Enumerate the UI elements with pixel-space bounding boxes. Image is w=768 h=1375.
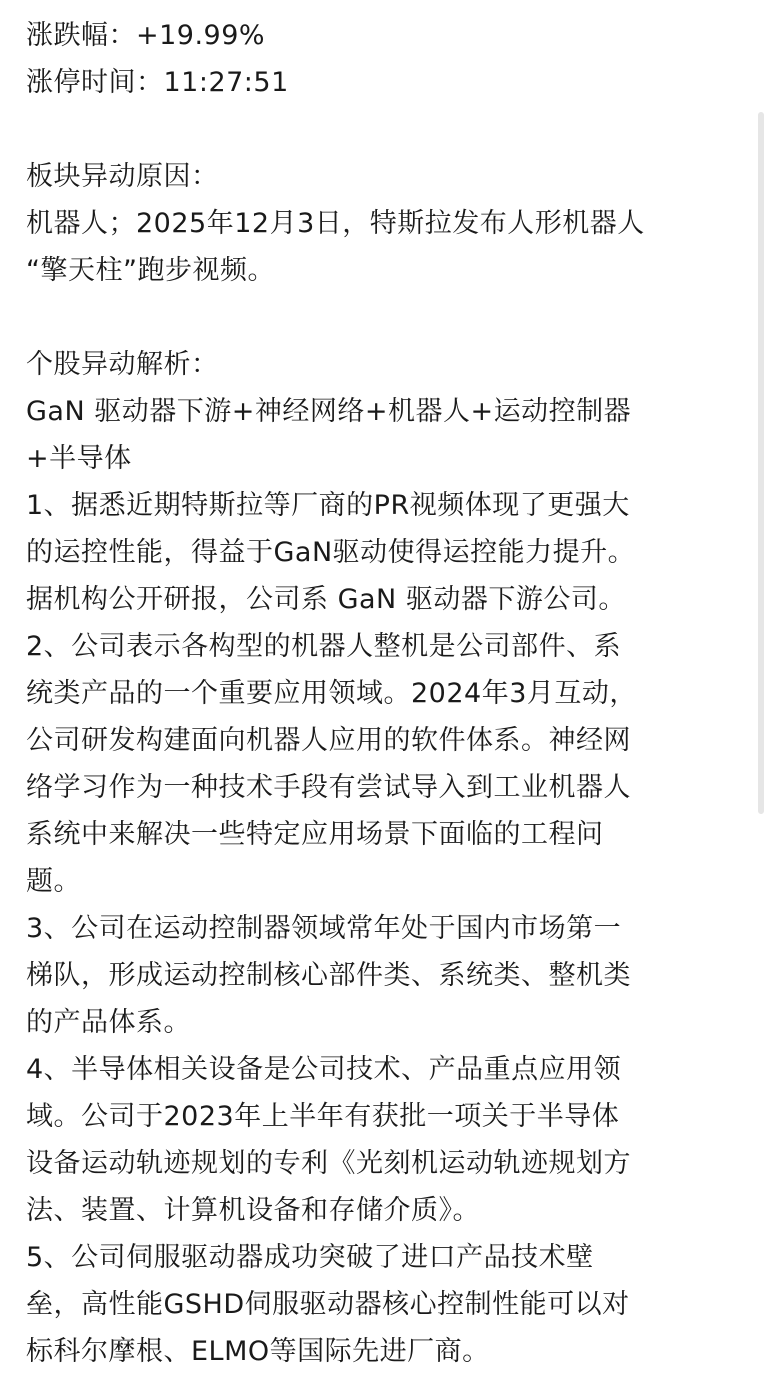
change-value: +19.99% <box>136 20 266 51</box>
stock-line: 梯队，形成运动控制核心部件类、系统类、整机类 <box>26 960 631 991</box>
change-label: 涨跌幅： <box>26 20 136 51</box>
stock-line: 垒，高性能GSHD伺服驱动器核心控制性能可以对 <box>26 1289 630 1320</box>
stock-title: 个股异动解析： <box>26 349 219 380</box>
stock-line: 法、装置、计算机设备和存储介质》。 <box>26 1195 480 1226</box>
stock-line: 据机构公开研报，公司系 GaN 驱动器下游公司。 <box>26 584 626 615</box>
stock-line: 域。公司于2023年上半年有获批一项关于半导体 <box>26 1101 620 1132</box>
stock-line: 4、半导体相关设备是公司技术、产品重点应用领 <box>26 1054 622 1085</box>
stock-line: 标科尔摩根、ELMO等国际先进厂商。 <box>26 1336 490 1367</box>
article-body <box>26 12 744 1375</box>
stock-line: +半导体 <box>26 443 132 474</box>
stock-line: 3、公司在运动控制器领域常年处于国内市场第一 <box>26 913 622 944</box>
spacer <box>26 294 744 341</box>
stock-line: 题。 <box>26 866 81 897</box>
stock-line: 设备运动轨迹规划的专利《光刻机运动轨迹规划方 <box>26 1148 631 1179</box>
stock-line: 5、公司伺服驱动器成功突破了进口产品技术壁 <box>26 1242 594 1273</box>
stock-line: 公司研发构建面向机器人应用的软件体系。神经网 <box>26 725 631 756</box>
change-row <box>26 12 744 59</box>
stock-line: 2、公司表示各构型的机器人整机是公司部件、系 <box>26 631 622 662</box>
limit-time-row <box>26 59 744 106</box>
stock-line: 络学习作为一种技术手段有尝试导入到工业机器人 <box>26 772 631 803</box>
stock-line: GaN 驱动器下游+神经网络+机器人+运动控制器 <box>26 396 632 427</box>
limit-time-value: 11:27:51 <box>163 67 289 98</box>
stock-line: 系统中来解决一些特定应用场景下面临的工程问 <box>26 819 604 850</box>
stock-line: 1、据悉近期特斯拉等厂商的PR视频体现了更强大 <box>26 490 630 521</box>
stock-line: 的产品体系。 <box>26 1007 191 1038</box>
stock-line: 统类产品的一个重要应用领域。2024年3月互动， <box>26 678 637 709</box>
stock-line: 的运控性能，得益于GaN驱动使得运控能力提升。 <box>26 537 636 568</box>
scrollbar[interactable] <box>758 112 764 814</box>
sector-line: “擎天柱”跑步视频。 <box>26 255 275 286</box>
sector-title: 板块异动原因： <box>26 161 219 192</box>
sector-line: 机器人；2025年12月3日，特斯拉发布人形机器人 <box>26 208 645 239</box>
spacer <box>26 106 744 153</box>
limit-time-label: 涨停时间： <box>26 67 164 98</box>
